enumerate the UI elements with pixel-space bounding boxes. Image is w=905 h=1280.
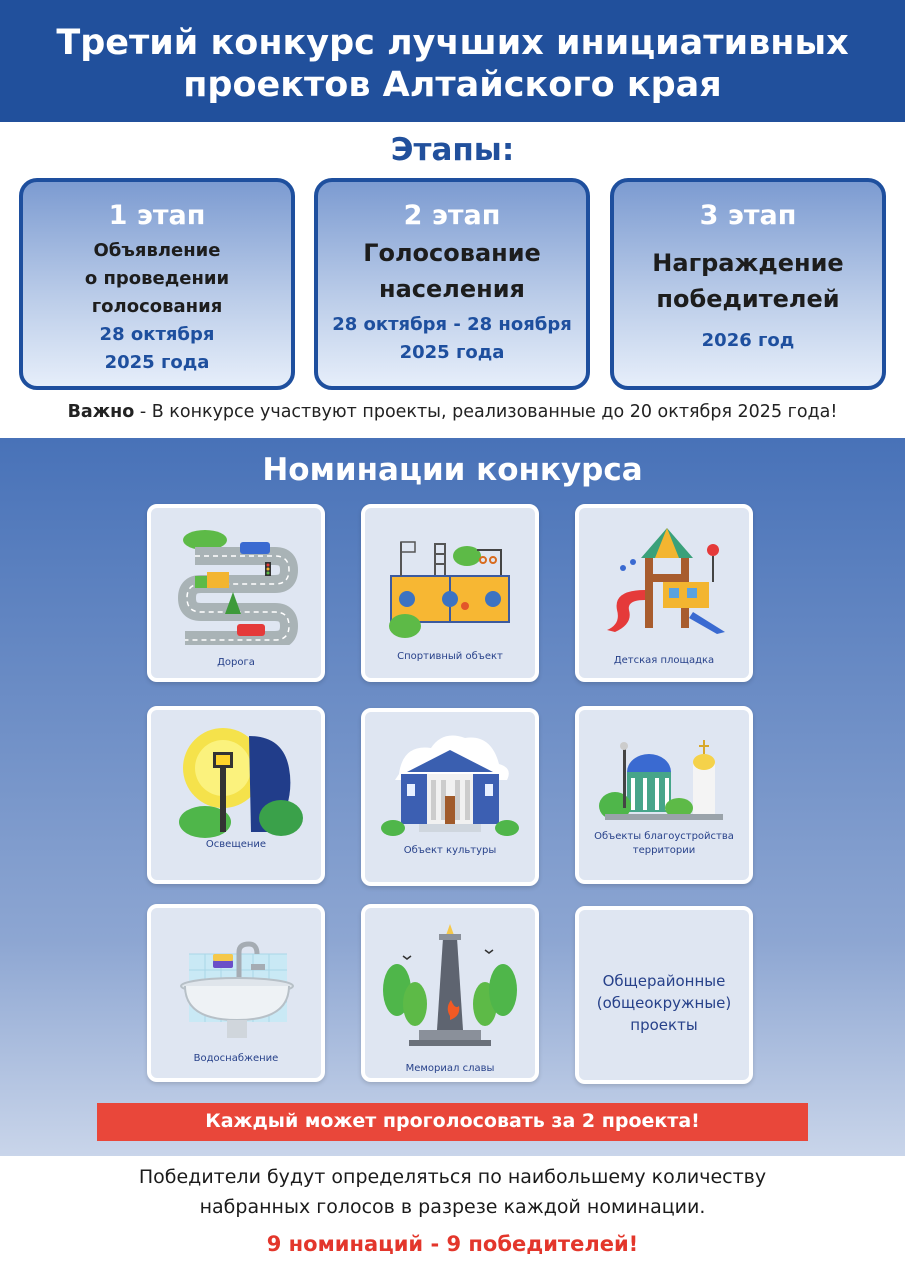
water-sink-icon — [165, 920, 307, 1045]
nomination-label: Освещение — [205, 839, 267, 850]
playground-icon — [593, 520, 735, 645]
stages-title: Этапы: — [390, 132, 515, 168]
stage-number: 3 этап — [699, 200, 797, 231]
memorial-icon — [379, 920, 521, 1060]
stage-date-line: 2025 года — [104, 352, 210, 373]
nomination-label-line: территории — [632, 845, 696, 856]
nomination-label: Водоснабжение — [193, 1053, 279, 1064]
header-title-line-2: проектов Алтайского края — [183, 65, 722, 105]
footer-line-1: Победители будут определяться по наибольшему количеству — [138, 1166, 767, 1188]
nomination-label-line: Объекты благоустройства — [594, 831, 734, 842]
stage-number: 2 этап — [403, 200, 501, 231]
stage-number: 1 этап — [108, 200, 206, 231]
nomination-label — [585, 970, 743, 1036]
stage-description-line: Награждение — [652, 249, 844, 277]
nomination-label-line: (общеокружные) — [596, 994, 732, 1012]
important-note — [0, 402, 905, 422]
stage-date-line: 2026 год — [701, 330, 795, 351]
footer-line-2: набранных голосов в разрезе каждой номинации. — [199, 1196, 706, 1218]
nomination-label: Объект культуры — [403, 845, 497, 856]
header-title-line-1: Третий конкурс лучших инициативных — [56, 23, 849, 63]
nomination-card-landscaping[interactable] — [575, 706, 753, 884]
nomination-label — [583, 830, 745, 858]
stage-date-line: 28 октября — [99, 324, 215, 345]
footer-text — [0, 1162, 905, 1222]
nomination-card-sports[interactable] — [361, 504, 539, 682]
stage-description-line: Голосование — [363, 239, 541, 267]
page-header — [0, 0, 905, 122]
nomination-card-playground[interactable] — [575, 504, 753, 682]
nomination-card-lighting[interactable] — [147, 706, 325, 884]
stage-card-3 — [610, 178, 886, 390]
stage-date-line: 28 октября - 28 ноября — [332, 314, 572, 335]
nominations-title: Номинации конкурса — [262, 452, 643, 488]
road-icon — [165, 520, 307, 645]
nomination-card-water[interactable] — [147, 904, 325, 1082]
nomination-label: Детская площадка — [613, 655, 715, 666]
nomination-label-line: Общерайонные — [602, 972, 726, 990]
nomination-label: Спортивный объект — [397, 651, 503, 662]
landscaping-icon — [593, 722, 735, 837]
stage-card-1 — [19, 178, 295, 390]
stage-description-line: голосования — [91, 296, 223, 317]
nominations-section — [0, 438, 905, 1156]
nomination-card-memorial[interactable] — [361, 904, 539, 1082]
important-label: Важно — [67, 402, 135, 422]
footer-highlight: 9 номинаций - 9 победителей! — [266, 1232, 639, 1256]
stage-description-line: Объявление — [93, 240, 221, 261]
vote-banner: Каждый может проголосовать за 2 проекта! — [97, 1103, 808, 1141]
nomination-card-culture[interactable] — [361, 708, 539, 886]
stage-date-line: 2025 года — [399, 342, 505, 363]
stage-description-line: победителей — [656, 285, 840, 313]
stage-description-line: населения — [379, 275, 525, 303]
nomination-label: Мемориал славы — [405, 1063, 495, 1074]
stage-card-2 — [314, 178, 590, 390]
sports-court-icon — [379, 520, 521, 645]
street-lamp-icon — [165, 722, 307, 847]
nomination-label-line: проекты — [630, 1016, 698, 1034]
stage-description-line: о проведении — [84, 268, 230, 289]
important-text: - В конкурсе участвуют проекты, реализованные до 20 октября 2025 года! — [134, 402, 838, 422]
nomination-label: Дорога — [217, 657, 255, 668]
nomination-card-road[interactable] — [147, 504, 325, 682]
nomination-card-district-projects[interactable] — [575, 906, 753, 1084]
culture-building-icon — [379, 724, 521, 849]
